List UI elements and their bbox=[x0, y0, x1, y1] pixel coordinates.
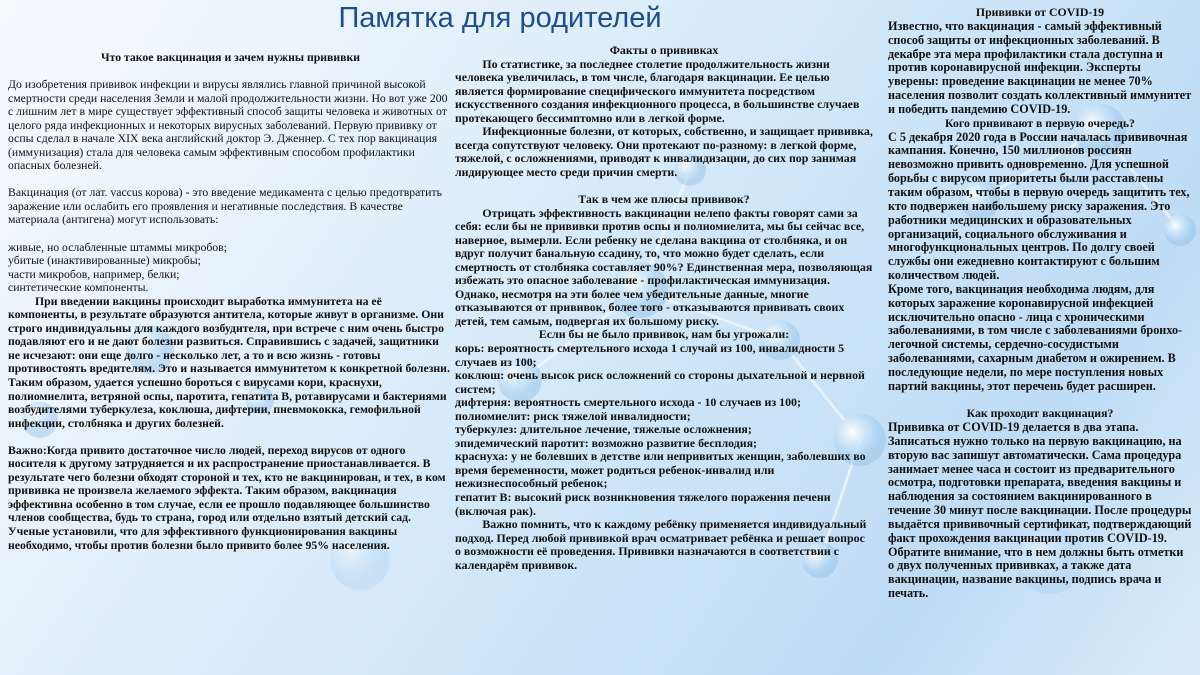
list-item: синтетические компоненты. bbox=[8, 281, 149, 295]
section-heading: Кого прививают в первую очередь? bbox=[945, 115, 1135, 130]
column-covid-vaccination bbox=[888, 6, 1192, 601]
paragraph: По статистике, за последнее столетие продолжительность жизни человека увеличилась, в том числе, благодаря вакцинации. Ее целью является формирование специфического иммунитета посредством искусственного создания инфекционного процесса, в большинстве случаев протекающего бессимптомно или в легкой форме. bbox=[455, 56, 860, 125]
important-note: Важно:Когда привито достаточное число людей, переход вирусов от одного носителя к другому затрудняется и их распространение приостанавливается. В результате чего болезни обходят стороной и тех, кто не вакцинирован, и тех, в ком прививка не произвела желаемого эффекта. Таким образом, вакцинация эффективна особенно в том случае, если ее прошло подавляющее большинство членов сообщества, будь то страна, город или отдельно взятый детский сад. Ученые установили, что для эффективного функционирования вакцины необходимо, чтобы против болезни было привито более 95% населения. bbox=[8, 443, 446, 552]
section-heading: Что такое вакцинация и зачем нужны прививки bbox=[100, 51, 361, 64]
risk-item: полиомиелит: риск тяжелой инвалидности; bbox=[455, 408, 691, 423]
risk-list-lead: Если бы не было прививок, нам бы угрожали: bbox=[538, 327, 790, 342]
paragraph: Инфекционные болезни, от которых, собственно, и защищает прививка, всегда сопутствуют человеку. Они протекают по-разному: в легкой форме, тяжелой, с осложнениями, приводят к инвалидизации, до сих пор занимая лидирующее место среди причин смерти. bbox=[455, 124, 873, 179]
paragraph: Прививка от COVID-19 делается в два этапа. Записаться нужно только на первую вакцинацию, на вторую вас запишут автоматически. Сама процедура занимает менее часа и состоит из предварительного осмотра, подготовки препарата, введения вакцины и наблюдения за состоянием вакцинированного в течение 30 минут после вакцинации. После процедуры выдаётся прививочный сертификат, подтверждающий факт прохождения вакцинации против COVID-19. Обратите внимание, что в нем должны быть отметки о двух полученных прививках, а также дата вакцинации, название вакцины, подпись врача и печать. bbox=[888, 419, 1192, 601]
section-heading: Так в чем же плюсы прививок? bbox=[578, 191, 750, 206]
risk-item: эпидемический паротит: возможно развитие бесплодия; bbox=[455, 435, 757, 450]
column-vaccination-intro bbox=[8, 51, 453, 552]
column-vaccine-facts bbox=[455, 44, 873, 572]
list-item: живые, но ослабленные штаммы микробов; bbox=[8, 240, 227, 254]
paragraph: С 5 декабря 2020 года в России началась прививочная кампания. Конечно, 150 миллионов россиян невозможно привить одновременно. Для успешной борьбы с вирусом приоритеты были расставлены таким образом, чтобы в первую очередь защитить тех, кто подвержен наибольшему риску заражения. Это работники медицинских и образовательных организаций, социального обслуживания и многофункциональных центров. По долгу своей службы они ежедневно контактируют с большим количеством людей. bbox=[888, 129, 1190, 283]
risk-item: дифтерия: вероятность смертельного исхода - 10 случаев из 100; bbox=[455, 395, 801, 410]
paragraph: Важно помнить, что к каждому ребёнку применяется индивидуальный подход. Перед любой прививкой врач осматривает ребёнка и решает вопрос о возможности её проведения. Прививки назначаются в соответствии с календарём прививок. bbox=[455, 517, 867, 572]
risk-item: туберкулез: длительное лечение, тяжелые осложнения; bbox=[455, 422, 752, 437]
risk-item: корь: вероятность смертельного исхода 1 случай из 100, инвалидности 5 случаев из 100; bbox=[455, 340, 845, 369]
paragraph: При введении вакцины происходит выработка иммунитета на её компоненты, в результате образуются антитела, которые живут в организме. Они строго индивидуальны для каждого возбудителя, при встрече с ним очень быстро подавляют его и не дают болезни развиться. Справившись с задачей, защитники не исчезают: они еще долго - несколько лет, а то и всю жизнь - готовы противостоять вредителям. Это и называется иммунитетом к конкретной болезни. Таким образом, удается успешно бороться с вирусами кори, краснухи, полиомиелита, ветряной оспы, паротита, гепатита В, ротавирусами и бактериями возбудителями туберкулеза, коклюша, дифтерии, пневмококка, гемофильной инфекции, столбняка и других болезней. bbox=[8, 294, 450, 430]
page-title: Памятка для родителей bbox=[338, 2, 662, 34]
section-heading: Факты о прививках bbox=[609, 43, 719, 57]
section-heading: Как проходит вакцинация? bbox=[966, 406, 1114, 421]
risk-item: краснуха: у не болевших в детстве или непривитых женщин, заболевших во время беременности, может родиться ребенок-инвалид или нежизнеспособный ребенок; bbox=[455, 449, 866, 491]
section-heading: Прививки от COVID-19 bbox=[975, 5, 1105, 19]
paragraph: Отрицать эффективность вакцинации нелепо факты говорят сами за себя: если бы не прививки против оспы и полиомиелита, мы бы сейчас все, наверное, вымерли. Если ребенку не сделана вакцина от столбняка, и он вдруг получит банальную ссадину, то, что можно будет сделать, если смертность от столбняка составляет 90%? Единственная мера, позволяющая избежать это опасное заболевание - профилактическая иммунизация. Однако, несмотря на эти более чем убедительные данные, многие отказываются от прививок, более того - отказываются прививать своих детей, тем самым, подвергая их большому риску. bbox=[455, 205, 873, 328]
paragraph: До изобретения прививок инфекции и вирусы являлись главной причиной высокой смертности среди населения Земли и малой продолжительности жизни. Но вот уже 200 с лишним лет в мире существует эффективный способ защиты человека и животных от целого ряда инфекционных и некоторых вирусных заболеваний. Первую прививку от оспы сделал в начале XIX века английский доктор Э. Дженнер. С тех пор вакцинация (иммунизация) стала для человека самым эффективным способом профилактики опасных болезней. bbox=[8, 78, 448, 173]
risk-item: гепатит В: высокий риск возникновения тяжелого поражения печени (включая рак). bbox=[455, 490, 831, 518]
list-item: части микробов, например, белки; bbox=[8, 267, 180, 281]
paragraph: Кроме того, вакцинация необходима людям, для которых заражение коронавирусной инфекцией исключительно опасно - лица с хроническими заболеваниями, в том числе с заболеваниями бронхо-легочной системы, сердечно-сосудистыми заболеваниями, сахарным диабетом и ожирением. В последующие недели, по мере поступления новых партий вакцины, этот перечень будет расширен. bbox=[888, 281, 1183, 393]
paragraph: Известно, что вакцинация - самый эффективный способ защиты от инфекционных заболеваний. В декабре эта мера профилактики стала доступна и против коронавирусной инфекции. Эксперты уверены: проведение вакцинации не менее 70% населения позволит создать коллективный иммунитет и победить пандемию COVID-19. bbox=[888, 18, 1192, 116]
list-item: убитые (инактивированные) микробы; bbox=[8, 254, 201, 268]
risk-item: коклюш: очень высок риск осложнений со стороны дыхательной и нервной систем; bbox=[455, 368, 865, 396]
paragraph: Вакцинация (от лат. vaccus корова) - это введение медикамента с целью предотвратить заражение или ослабить его проявления и негативные последствия. В качестве материала (антигена) могут использовать: bbox=[8, 186, 442, 227]
